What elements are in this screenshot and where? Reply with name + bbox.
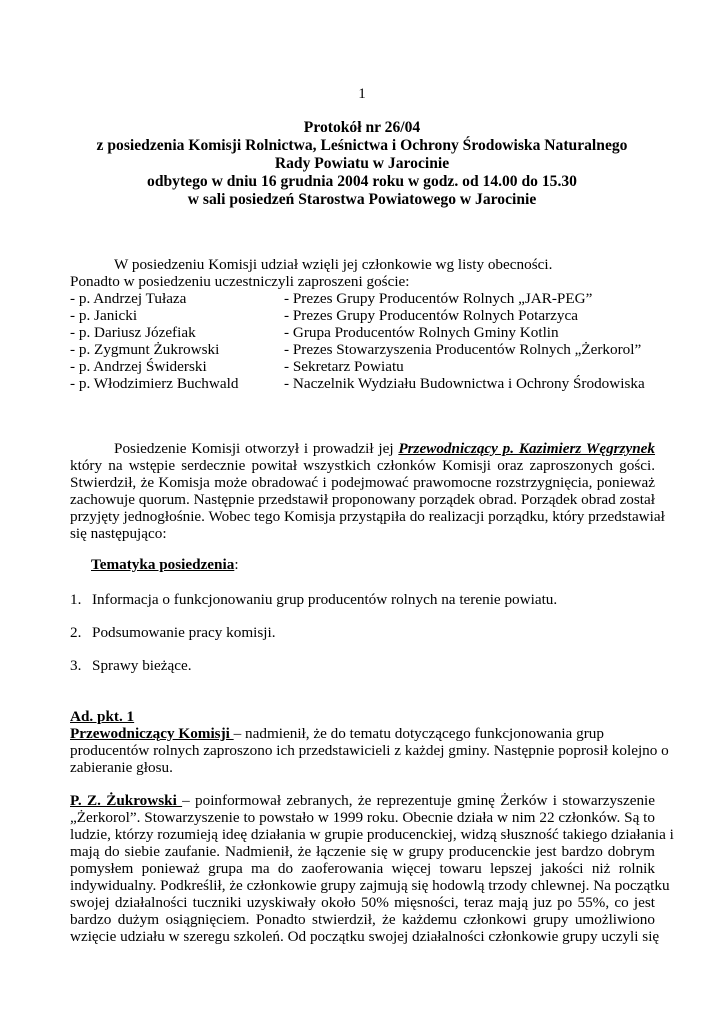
zukrowski-line-3: ludzie, którzy rozumieją ideę działania w grupie producenckiej, widzą słuszność takiego działania i — [70, 826, 674, 843]
document-title — [60, 119, 664, 209]
title-line-3: Rady Powiatu w Jarocinie — [274, 155, 450, 172]
zukrowski-line-4: mają do siebie zaufanie. Nadmienił, że łączenie się w grupy producenckie jest bardzo dobrym — [70, 843, 655, 860]
zukrowski-paragraph — [70, 792, 674, 945]
zukrowski-speaker: P. Z. Żukrowski — [70, 792, 183, 809]
guest-name: - p. Andrzej Tułaza — [70, 290, 187, 307]
zukrowski-line-8: bardzo dużym osiągnięciem. Ponadto stwierdził, że każdemu członkowi grupy umożliwiono — [70, 911, 655, 928]
title-line-4: odbytego w dniu 16 grudnia 2004 roku w godz. od 14.00 do 15.30 — [147, 173, 577, 190]
guest-row — [70, 324, 655, 341]
ad-pkt-1-heading: Ad. pkt. 1 — [70, 708, 135, 725]
ad1-line-3: zabieranie głosu. — [70, 759, 173, 776]
guest-name: - p. Zygmunt Żukrowski — [70, 341, 220, 358]
guest-name: - p. Janicki — [70, 307, 138, 324]
agenda-item-text: Sprawy bieżące. — [92, 657, 192, 674]
guest-list — [70, 290, 655, 392]
zukrowski-line-6: indywidualny. Podkreślił, że członkowie grupy zajmują się hodowlą trzody chlewnej. Na początku — [70, 877, 670, 894]
title-line-1: Protokół nr 26/04 — [303, 119, 421, 136]
ad1-line-2: producentów rolnych zaproszono ich przedstawicieli z każdej gminy. Następnie poprosił kolejno o — [70, 742, 669, 759]
chairman-name: Przewodniczący p. Kazimierz Węgrzynek — [398, 440, 656, 457]
agenda-item — [70, 624, 276, 641]
guest-role: - Prezes Grupy Producentów Rolnych Potarzyca — [284, 307, 578, 324]
agenda-heading — [91, 556, 676, 573]
opening-line-1 — [70, 440, 655, 457]
agenda-item-number: 2. — [70, 624, 82, 641]
title-line-2: z posiedzenia Komisji Rolnictwa, Leśnictwa i Ochrony Środowiska Naturalnego — [96, 137, 628, 154]
zukrowski-line-7: swojej działalności tuczniki uzyskiwały około 50% mięsności, teraz mają juz po 55%, co jest — [70, 894, 655, 911]
attendance-line-1: W posiedzeniu Komisji udział wzięli jej członkowie wg listy obecności. — [114, 256, 553, 273]
agenda-item — [70, 591, 557, 608]
guest-role: - Prezes Grupy Producentów Rolnych „JAR-PEG” — [284, 290, 593, 307]
opening-paragraph — [70, 440, 665, 542]
ad-pkt-1-section — [70, 708, 669, 776]
guest-row — [70, 290, 655, 307]
opening-line-3: Stwierdził, że Komisja może obradować i podejmować prawomocne rozstrzygnięcia, ponieważ — [70, 474, 655, 491]
opening-line-6: się następująco: — [70, 525, 167, 542]
opening-text: Posiedzenie Komisji otworzył i prowadził jej — [114, 440, 399, 457]
opening-line-5: przyjęty jednogłośnie. Wobec tego Komisja przystąpiła do realizacji porządku, który przedstawiał — [70, 508, 665, 525]
guest-role: - Sekretarz Powiatu — [284, 358, 404, 375]
guest-role: - Naczelnik Wydziału Budownictwa i Ochrony Środowiska — [284, 375, 645, 392]
agenda-item-text: Podsumowanie pracy komisji. — [92, 624, 276, 641]
guest-name: - p. Andrzej Świderski — [70, 358, 207, 375]
zukrowski-line-1-text: – poinformował zebranych, że reprezentuje gminę Żerków i stowarzyszenie — [182, 792, 656, 809]
guest-role: - Grupa Producentów Rolnych Gminy Kotlin — [284, 324, 559, 341]
guest-name: - p. Włodzimierz Buchwald — [70, 375, 239, 392]
ad1-line-1-text: – nadmienił, że do tematu dotyczącego funkcjonowania grup — [233, 725, 604, 742]
guest-row — [70, 307, 655, 324]
title-line-5: w sali posiedzeń Starostwa Powiatowego w Jarocinie — [187, 191, 537, 208]
opening-line-2: który na wstępie serdecznie powitał wszystkich członków Komisji oraz zaproszonych gości. — [70, 457, 655, 474]
ad1-line-1 — [70, 725, 655, 742]
agenda-heading-colon: : — [234, 556, 239, 573]
guest-row — [70, 358, 655, 375]
agenda-item — [70, 657, 192, 674]
zukrowski-line-9: wzięcie udziału w szeregu szkoleń. Od początku swojej działalności członkowie grupy uczyli się — [70, 928, 660, 945]
guest-name: - p. Dariusz Józefiak — [70, 324, 196, 341]
guest-row — [70, 375, 655, 392]
page-number: 1 — [358, 86, 366, 102]
zukrowski-line-2: „Żerkorol”. Stowarzyszenie to powstało w 1999 roku. Obecnie działa w nim 22 członków. Są to — [70, 809, 655, 826]
zukrowski-line-5: pomysłem ponieważ grupa ma do zaoferowania więcej towaru lepszej jakości niż rolnik — [70, 860, 655, 877]
guest-role: - Prezes Stowarzyszenia Producentów Rolnych „Żerkorol” — [284, 341, 642, 358]
guest-row — [70, 341, 655, 358]
attendance-line-2: Ponadto w posiedzeniu uczestniczyli zaproszeni goście: — [70, 273, 410, 290]
attendance-paragraph — [70, 256, 655, 290]
agenda-item-number: 1. — [70, 591, 82, 608]
agenda-heading-text: Tematyka posiedzenia — [91, 556, 235, 573]
ad1-speaker: Przewodniczący Komisji — [70, 725, 234, 742]
agenda-item-number: 3. — [70, 657, 82, 674]
opening-line-4: zachowuje quorum. Następnie przedstawił proponowany porządek obrad. Porządek obrad został — [70, 491, 655, 508]
zukrowski-line-1 — [70, 792, 655, 809]
agenda-item-text: Informacja o funkcjonowaniu grup producentów rolnych na terenie powiatu. — [92, 591, 558, 608]
